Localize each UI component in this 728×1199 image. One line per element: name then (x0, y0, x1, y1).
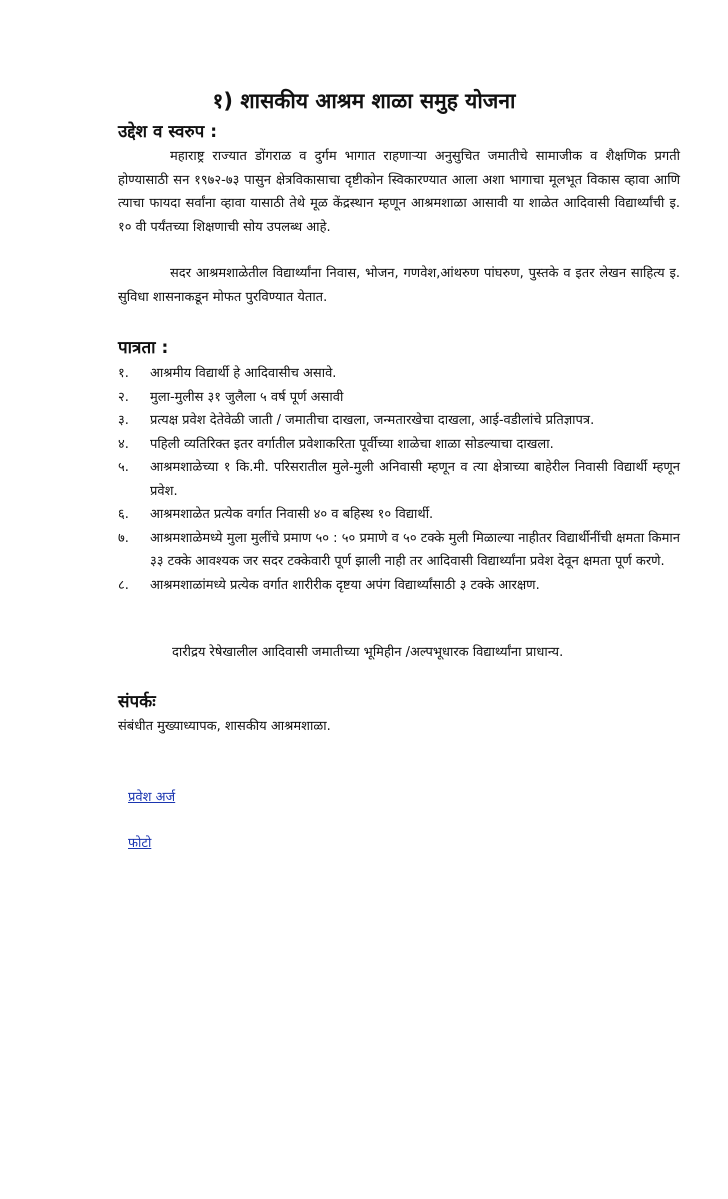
photo-link[interactable]: फोटो (128, 836, 152, 851)
contact-text: संबंधीत मुख्याध्यापक, शासकीय आश्रमशाळा. (118, 719, 331, 734)
list-item (118, 574, 680, 598)
list-item (118, 362, 680, 386)
list-item-number: ७. (118, 530, 129, 546)
list-item-number: १. (118, 366, 129, 381)
list-item (118, 503, 680, 527)
list-item (118, 527, 680, 574)
list-item-text: पहिली व्यतिरिक्त इतर वर्गातील प्रवेशाकरिता पूर्वीच्या शाळेचा शाळा सोडल्याचा दाखला. (150, 436, 554, 452)
objective-paragraph-2-text: सदर आश्रमशाळेतील विद्यार्थ्यांना निवास, भोजन, गणवेश,आंथरुण पांघरुण, पुस्तके व इतर लेखन साहित्य इ. सुविधा शासनाकडून मोफत पुरविण्यात येतात. (118, 266, 680, 305)
priority-note: दारीद्रय रेषेखालील आदिवासी जमातीच्या भूमिहीन /अल्पभूधारक विद्यार्थ्यांना प्राधान्य. (172, 645, 564, 660)
list-item-text: आश्रमशाळेच्या १ कि.मी. परिसरातील मुले-मुली अनिवासी म्हणून व त्या क्षेत्राच्या बाहेरील निवासी विद्यार्थी म्हणून प्रवेश. (150, 460, 680, 499)
objective-paragraph-1-text: महाराष्ट्र राज्यात डोंगराळ व दुर्गम भागात राहणाऱ्या अनुसुचित जमातीचे सामाजीक व शैक्षणिक प्रगती होण्यासाठी सन १९७२-७३ पासुन क्षेत्रविकासाचा दृष्टीकोन स्विकारण्यात आला अशा भागाचा मूलभूत विकास व्हावा आणि त्याचा फायदा सर्वांना व्हावा यासाठी तेथे मूळ केंद्रस्थान म्हणून आश्रमशाळा आसावी या शाळेत आदिवासी विद्यार्थ्यांची इ. १० वी पर्यंतच्या शिक्षणाची सोय उपलब्ध आहे. (118, 149, 680, 235)
page-title: १) शासकीय आश्रम शाळा समुह योजना (212, 89, 516, 113)
list-item-number: ६. (118, 507, 129, 522)
list-item-text: आश्रमशाळेमध्ये मुला मुलींचे प्रमाण ५० : ५० प्रमाणे व ५० टक्के मुली मिळाल्या नाहीतर विद्यार्थीनींची क्षमता किमान ३३ टक्के आवश्यक जर सदर टक्केवारी पूर्ण झाली नाही तर आदिवासी विद्यार्थ्यांना प्रवेश देवून क्षमता पूर्ण करणे. (150, 530, 680, 569)
list-item (118, 433, 680, 457)
list-item-number: ३. (118, 413, 129, 428)
list-item (118, 409, 680, 433)
list-item-number: ५. (118, 460, 129, 475)
list-item-number: ८. (118, 577, 129, 593)
objective-paragraph-2 (118, 262, 680, 309)
list-item-number: २. (118, 389, 129, 405)
objective-paragraph-1 (118, 145, 680, 239)
list-item-text: आश्रमशाळांमध्ये प्रत्येक वर्गात शारीरीक दृष्टया अपंग विद्यार्थ्यांसाठी ३ टक्के आरक्षण. (150, 577, 540, 593)
list-item-text: मुला-मुलीस ३१ जुलैला ५ वर्ष पूर्ण असावी (150, 389, 344, 405)
admission-form-link[interactable]: प्रवेश अर्ज (128, 790, 176, 805)
list-item (118, 386, 680, 410)
eligibility-list (118, 362, 680, 597)
eligibility-heading: पात्रता : (118, 338, 169, 358)
list-item-text: आश्रमीय विद्यार्थी हे आदिवासीच असावे. (150, 366, 337, 381)
list-item (118, 456, 680, 503)
list-item-text: प्रत्यक्ष प्रवेश देतेवेळी जाती / जमातीचा दाखला, जन्मतारखेचा दाखला, आई-वडीलांचे प्रतिज्ञापत्र. (150, 413, 595, 428)
list-item-text: आश्रमशाळेत प्रत्येक वर्गात निवासी ४० व बहिस्थ १० विद्यार्थी. (150, 507, 434, 522)
contact-heading: संपर्कः (118, 692, 156, 712)
list-item-number: ४. (118, 436, 129, 452)
objective-heading: उद्देश व स्वरुप : (118, 122, 217, 142)
